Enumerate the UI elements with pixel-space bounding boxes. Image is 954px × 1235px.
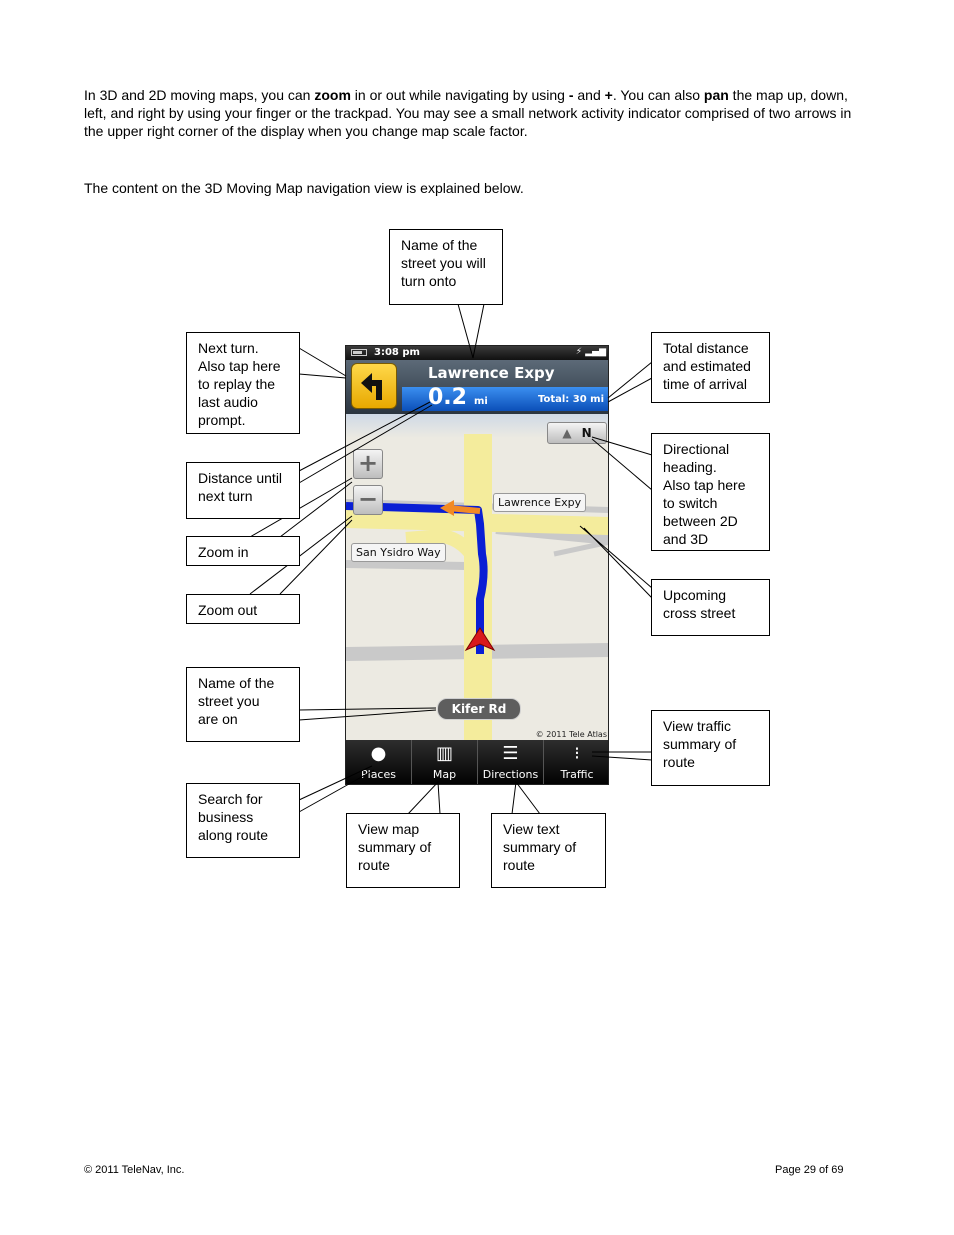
callout-total-distance: Total distance and estimated time of arrival	[651, 332, 770, 403]
intro-text: the map up, down, left, and right by using your finger or the trackpad. You may see a small network activity indicator comprised of two arrows in the upper right corner of the display when you change map scale factor.	[84, 87, 852, 139]
leader-text-summary	[512, 782, 540, 814]
footer-copyright: © 2011 TeleNav, Inc.	[84, 1164, 185, 1176]
battery-icon	[351, 349, 367, 356]
heading-arrow-icon: ▲	[562, 426, 572, 440]
next-street-name: Lawrence Expy	[428, 364, 555, 382]
leader-map-summary	[408, 782, 440, 814]
minus-bold: -	[568, 87, 574, 103]
tab-map[interactable]	[412, 740, 478, 785]
phone-screenshot	[345, 345, 609, 785]
callout-text-summary: View text summary of route	[491, 813, 606, 888]
distance-bar	[402, 387, 608, 411]
tab-traffic[interactable]	[544, 740, 609, 785]
signal-icon: ⚡ ▂▄▆	[575, 347, 606, 357]
tab-map-label: Map	[432, 768, 457, 781]
callout-next-turn: Next turn. Also tap here to replay the last audio prompt.	[186, 332, 300, 434]
cross-street-label: Lawrence Expy	[493, 493, 586, 512]
side-street-label: San Ysidro Way	[351, 543, 446, 562]
leader-total-distance	[608, 362, 652, 402]
minor-street	[346, 564, 466, 566]
intro-text: and	[573, 87, 605, 103]
current-street-label: Kifer Rd	[437, 698, 521, 720]
callout-directional: Directional heading. Also tap here to switch between 2D and 3D	[651, 433, 770, 551]
explanation-paragraph: The content on the 3D Moving Map navigation view is explained below.	[84, 180, 524, 196]
heading-letter: N	[581, 426, 592, 440]
callout-current-street: Name of the street you are on	[186, 667, 300, 742]
status-bar	[346, 346, 609, 360]
footer-page-number: Page 29 of 69	[775, 1164, 844, 1176]
pan-bold: pan	[703, 87, 729, 103]
compass-button[interactable]	[547, 422, 607, 444]
map-copyright: © 2011 Tele Atlas	[535, 730, 607, 739]
tab-traffic-label: Traffic	[560, 768, 594, 781]
map-canvas	[346, 414, 609, 740]
tab-directions[interactable]	[478, 740, 544, 785]
total-distance[interactable]: Total: 30 mi	[537, 394, 604, 405]
tab-places[interactable]	[346, 740, 412, 785]
distance-unit: mi	[474, 396, 488, 407]
traffic-light-icon: ⁝	[574, 743, 580, 764]
next-turn-button[interactable]	[351, 363, 397, 409]
callout-next-street: Name of the street you will turn onto	[389, 229, 503, 305]
leader-next-turn	[299, 348, 346, 378]
zoom-out-button[interactable]: −	[353, 485, 383, 515]
map-view[interactable]	[346, 414, 609, 740]
intro-text: In 3D and 2D moving maps, you can	[84, 87, 315, 103]
zoom-bold: zoom	[314, 87, 351, 103]
map-icon: ▥	[435, 743, 453, 764]
intro-text: . You can also	[612, 87, 704, 103]
callout-distance-until: Distance until next turn	[186, 462, 300, 519]
callout-search: Search for business along route	[186, 783, 300, 858]
nav-header	[346, 360, 609, 414]
tab-places-label: Places	[361, 768, 396, 781]
list-icon: ☰	[502, 743, 519, 764]
tab-bar	[346, 740, 609, 785]
intro-text: in or out while navigating by using	[350, 87, 569, 103]
clock: 3:08 pm	[374, 347, 420, 358]
zoom-in-button[interactable]: +	[353, 449, 383, 479]
callout-upcoming: Upcoming cross street	[651, 579, 770, 636]
distance-value: 0.2	[428, 385, 467, 410]
callout-zoom-in: Zoom in	[186, 536, 300, 566]
tab-directions-label: Directions	[482, 768, 539, 781]
callout-traffic: View traffic summary of route	[651, 710, 770, 786]
pin-icon: ●	[370, 743, 387, 764]
callout-map-summary: View map summary of route	[346, 813, 460, 888]
turn-left-arrow-icon	[352, 364, 396, 408]
callout-zoom-out: Zoom out	[186, 594, 300, 624]
plus-bold: +	[604, 87, 613, 103]
intro-paragraph	[84, 86, 864, 140]
